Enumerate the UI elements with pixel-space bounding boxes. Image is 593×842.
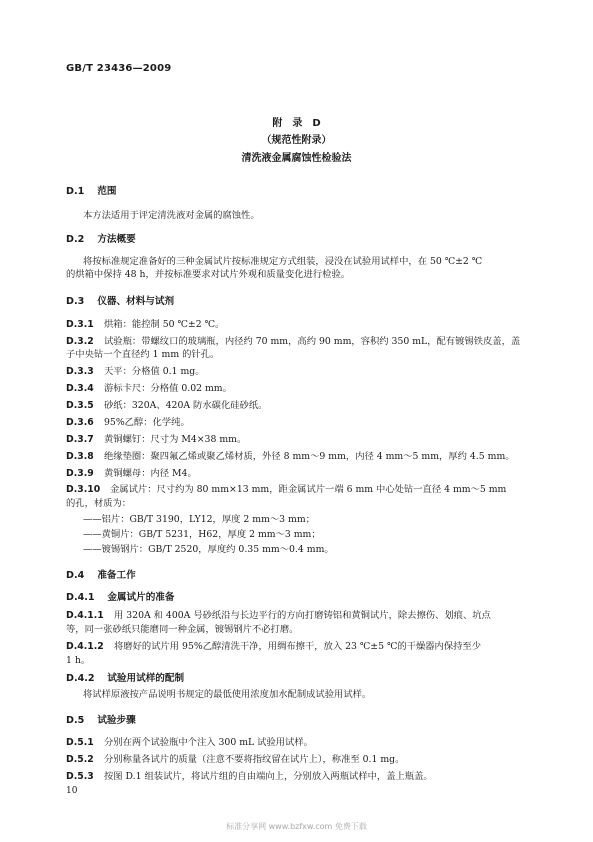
item-d3-7 (66, 431, 246, 445)
item-number: D.5.3 (66, 771, 94, 782)
material-list-item: ——黄铜片：GB/T 5231，H62，厚度 2 mm～3 mm； (83, 529, 321, 540)
annex-title: 附 录 D (272, 118, 321, 129)
item-number: D.3.10 (66, 484, 101, 495)
annex-name: 清洗液金属腐蚀性检验法 (241, 153, 352, 164)
section-d2-heading (66, 231, 136, 245)
item-d3-6 (66, 414, 190, 428)
section-number: D.5 (66, 715, 85, 726)
item-text: 试验瓶：带螺纹口的玻璃瓶，内径约 70 mm，高约 90 mm，容积约 350 mL，配有镀锡铁皮盖，盖 (104, 336, 521, 347)
item-text: 金属试片：尺寸约为 80 mm×13 mm，距金属试片一端 6 mm 中心处钻一直径 4 mm～5 mm (110, 484, 507, 495)
subsection-d41-heading (66, 589, 175, 603)
item-number: D.4.1.2 (66, 641, 104, 652)
item-d4-1-2 (66, 638, 481, 652)
section-number: D.2 (66, 234, 85, 245)
item-text: 黄铜螺钉：尺寸为 M4×38 mm。 (104, 434, 247, 445)
section-d2-line2: 的烘箱中保持 48 h，并按标准要求对试片外观和质量变化进行检验。 (66, 269, 351, 280)
item-text: 烘箱：能控制 50 ℃±2 ℃。 (104, 319, 225, 330)
section-title: 试验用试样的配制 (107, 673, 185, 684)
section-d3-heading (66, 293, 174, 307)
item-text: 分别在两个试验瓶中个注入 300 mL 试验用试样。 (104, 737, 313, 748)
item-text: 绝缘垫圈：聚四氟乙烯或聚乙烯材质，外径 8 mm～9 mm，内径 4 mm～5 mm，厚约 4.5 mm。 (104, 451, 515, 462)
item-d3-8 (66, 448, 515, 462)
item-number: D.5.2 (66, 754, 94, 765)
section-title: 范围 (97, 186, 117, 197)
item-number: D.3.2 (66, 336, 94, 347)
item-text: 黄铜螺母：内径 M4。 (104, 468, 197, 479)
item-text: 95%乙醇：化学纯。 (104, 417, 190, 428)
item-text: 分别称量各试片的质量（注意不要将指纹留在试片上），称准至 0.1 mg。 (104, 754, 405, 765)
material-list-item: ——镀锡钢片：GB/T 2520，厚度约 0.35 mm～0.4 mm。 (83, 544, 334, 555)
item-text: 按图 D.1 组装试片，将试片组的自由端向上，分别放入两瓶试样中，盖上瓶盖。 (104, 771, 433, 782)
item-number: D.3.9 (66, 468, 94, 479)
item-number: D.3.5 (66, 400, 94, 411)
section-number: D.3 (66, 296, 85, 307)
item-number: D.3.7 (66, 434, 94, 445)
section-title: 试验步骤 (97, 715, 136, 726)
item-text: 砂纸：320A、420A 防水碳化硅砂纸。 (104, 400, 268, 411)
item-d5-2 (66, 751, 404, 765)
section-number: D.4 (66, 570, 85, 581)
section-number: D.4.2 (66, 673, 95, 684)
item-text: 天平：分格值 0.1 mg。 (104, 366, 205, 377)
section-number: D.1 (66, 186, 85, 197)
section-d2-line1: 将按标准规定准备好的三种金属试片按标准规定方式组装，浸没在试验用试样中，在 50 ℃±2 ℃ (83, 256, 483, 267)
standard-code: GB/T 23436—2009 (66, 63, 172, 74)
item-number: D.3.6 (66, 417, 94, 428)
item-text: 游标卡尺：分格值 0.02 mm。 (104, 383, 232, 394)
item-text: 用 320A 和 400A 号砂纸沿与长边平行的方向打磨铸铝和黄铜试片，除去擦伤、划痕、坑点 (114, 610, 491, 621)
item-d5-3 (66, 768, 433, 782)
item-d3-10 (66, 481, 506, 495)
section-d4-heading (66, 567, 136, 581)
section-d1-text: 本方法适用于评定清洗液对金属的腐蚀性。 (83, 210, 260, 221)
item-d3-2-cont: 子中央钻一个直径约 1 mm 的针孔。 (66, 349, 220, 360)
item-d3-2 (66, 333, 520, 347)
item-number: D.5.1 (66, 737, 94, 748)
item-number: D.3.1 (66, 319, 94, 330)
section-title: 金属试片的准备 (107, 592, 175, 603)
item-number: D.4.1.1 (66, 610, 104, 621)
item-d3-3 (66, 363, 205, 377)
item-d5-1 (66, 734, 313, 748)
item-d3-9 (66, 465, 197, 479)
section-title: 方法概要 (97, 234, 136, 245)
item-d3-5 (66, 397, 267, 411)
section-d5-heading (66, 712, 136, 726)
item-d4-1-2-cont: 1 h。 (66, 655, 91, 666)
subsection-d42-text: 将试样原液按产品说明书规定的最低使用浓度加水配制成试验用试样。 (83, 689, 372, 700)
item-d4-1-1-cont: 等，同一张砂纸只能磨同一种金属，镀锡钢片不必打磨。 (66, 624, 299, 635)
subsection-d42-heading (66, 670, 184, 684)
material-list-item: ——铝片：GB/T 3190，LY12，厚度 2 mm～3 mm； (83, 514, 315, 525)
item-d3-10-cont: 的孔，材质为： (66, 498, 132, 509)
annex-type: （规范性附录） (261, 135, 332, 146)
section-number: D.4.1 (66, 592, 95, 603)
section-d1-heading (66, 183, 117, 197)
item-number: D.3.4 (66, 383, 94, 394)
item-number: D.3.3 (66, 366, 94, 377)
watermark-text: 标准分享网 www.bzfxw.com 免费下载 (226, 822, 367, 831)
item-d3-1 (66, 316, 224, 330)
item-number: D.3.8 (66, 451, 94, 462)
item-d4-1-1 (66, 607, 491, 621)
item-text: 将磨好的试片用 95%乙醇清洗干净，用绸布擦干，放入 23 ℃±5 ℃的干燥器内保持至少 (114, 641, 482, 652)
page-number: 10 (66, 786, 78, 796)
section-title: 准备工作 (97, 570, 136, 581)
section-title: 仪器、材料与试剂 (97, 296, 175, 307)
item-d3-4 (66, 380, 232, 394)
